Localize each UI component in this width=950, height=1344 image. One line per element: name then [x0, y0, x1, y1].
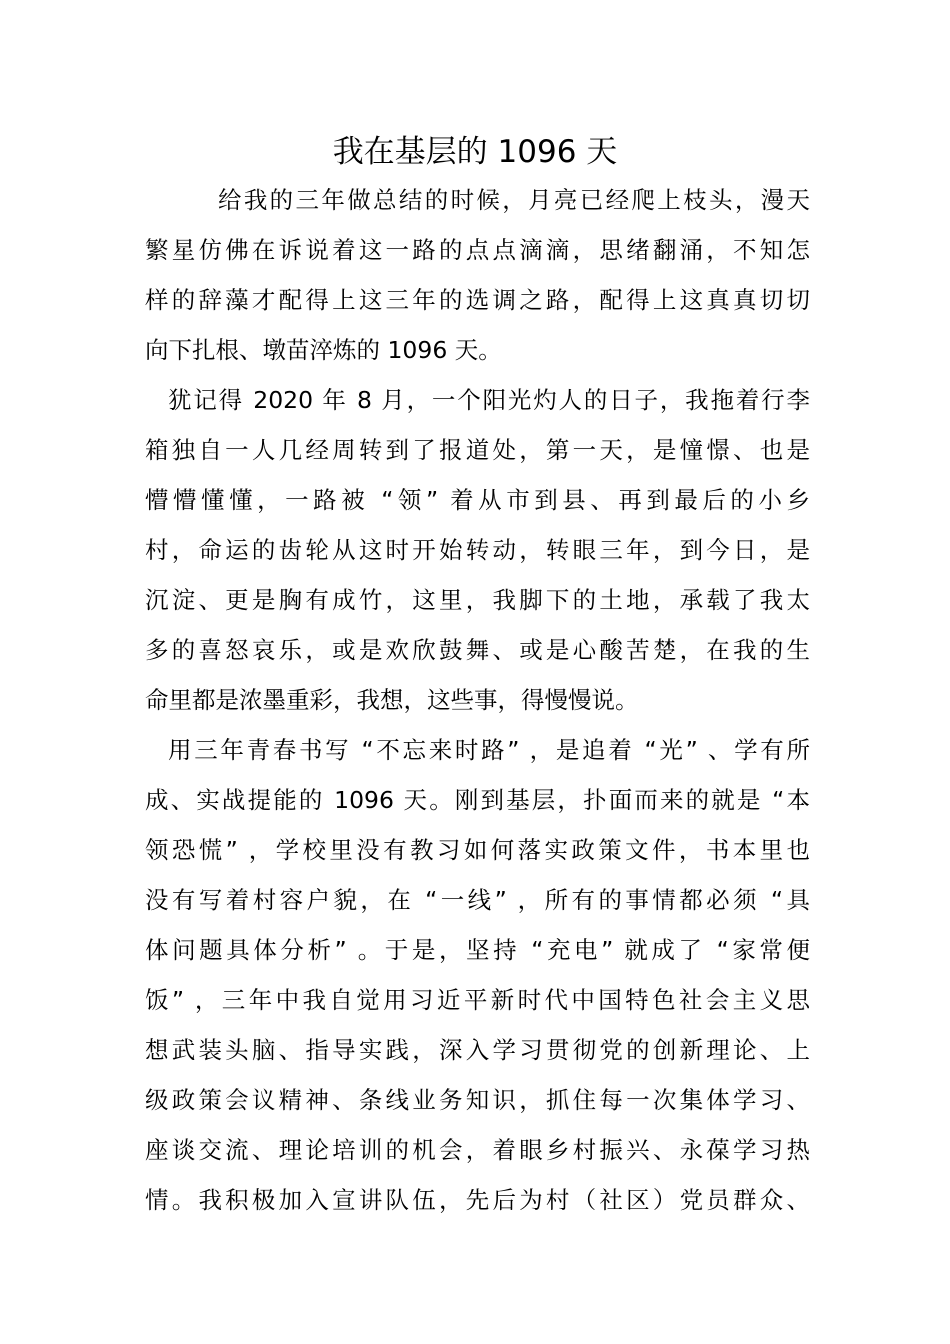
paragraph-3-line-9: 座谈交流、理论培训的机会，着眼乡村振兴、永葆学习热 [145, 1136, 810, 1164]
paragraph-2-line-2: 箱独自一人几经周转到了报道处，第一天，是憧憬、也是 [145, 436, 810, 464]
paragraph-1-line-1: 给我的三年做总结的时候，月亮已经爬上枝头，漫天 [218, 186, 810, 214]
paragraph-3-line-3: 领恐慌” ，学校里没有教习如何落实政策文件，书本里也 [145, 836, 810, 864]
paragraph-3-line-2: 成、实战提能的 1096 天。刚到基层，扑面而来的就是 “本 [145, 786, 810, 814]
paragraph-2-line-5: 沉淀、更是胸有成竹，这里，我脚下的土地，承载了我太 [145, 586, 810, 614]
paragraph-3-line-1: 用三年青春书写 “不忘来时路” ，是追着 “光” 、学有所 [168, 736, 810, 764]
paragraph-3-line-5: 体问题具体分析” 。于是，坚持 “充电” 就成了 “家常便 [145, 936, 810, 964]
paragraph-2-line-6: 多的喜怒哀乐，或是欢欣鼓舞、或是心酸苦楚，在我的生 [145, 636, 810, 664]
paragraph-2-line-1: 犹记得 2020 年 8 月，一个阳光灼人的日子，我拖着行李 [168, 386, 810, 414]
paragraph-1-line-4: 向下扎根、墩苗淬炼的 1096 天。 [145, 336, 502, 364]
paragraph-3-line-7: 想武装头脑、指导实践，深入学习贯彻党的创新理论、上 [145, 1036, 810, 1064]
paragraph-2-line-7: 命里都是浓墨重彩，我想，这些事，得慢慢说。 [145, 686, 639, 714]
paragraph-3-line-6: 饭” ，三年中我自觉用习近平新时代中国特色社会主义思 [145, 986, 810, 1014]
paragraph-2-line-3: 懵懵懂懂，一路被 “领” 着从市到县、再到最后的小乡 [145, 486, 810, 514]
paragraph-1-line-3: 样的辞藻才配得上这三年的选调之路，配得上这真真切切 [145, 286, 810, 314]
paragraph-3-line-8: 级政策会议精神、条线业务知识，抓住每一次集体学习、 [145, 1086, 810, 1114]
paragraph-1-line-2: 繁星仿佛在诉说着这一路的点点滴滴，思绪翻涌，不知怎 [145, 236, 810, 264]
document-title: 我在基层的 1096 天 [332, 134, 618, 170]
paragraph-2-line-4: 村，命运的齿轮从这时开始转动，转眼三年，到今日，是 [145, 536, 810, 564]
paragraph-3-line-4: 没有写着村容户貌，在 “一线” ，所有的事情都必须 “具 [145, 886, 810, 914]
paragraph-3-line-10: 情。我积极加入宣讲队伍，先后为村（社区）党员群众、 [145, 1186, 810, 1214]
